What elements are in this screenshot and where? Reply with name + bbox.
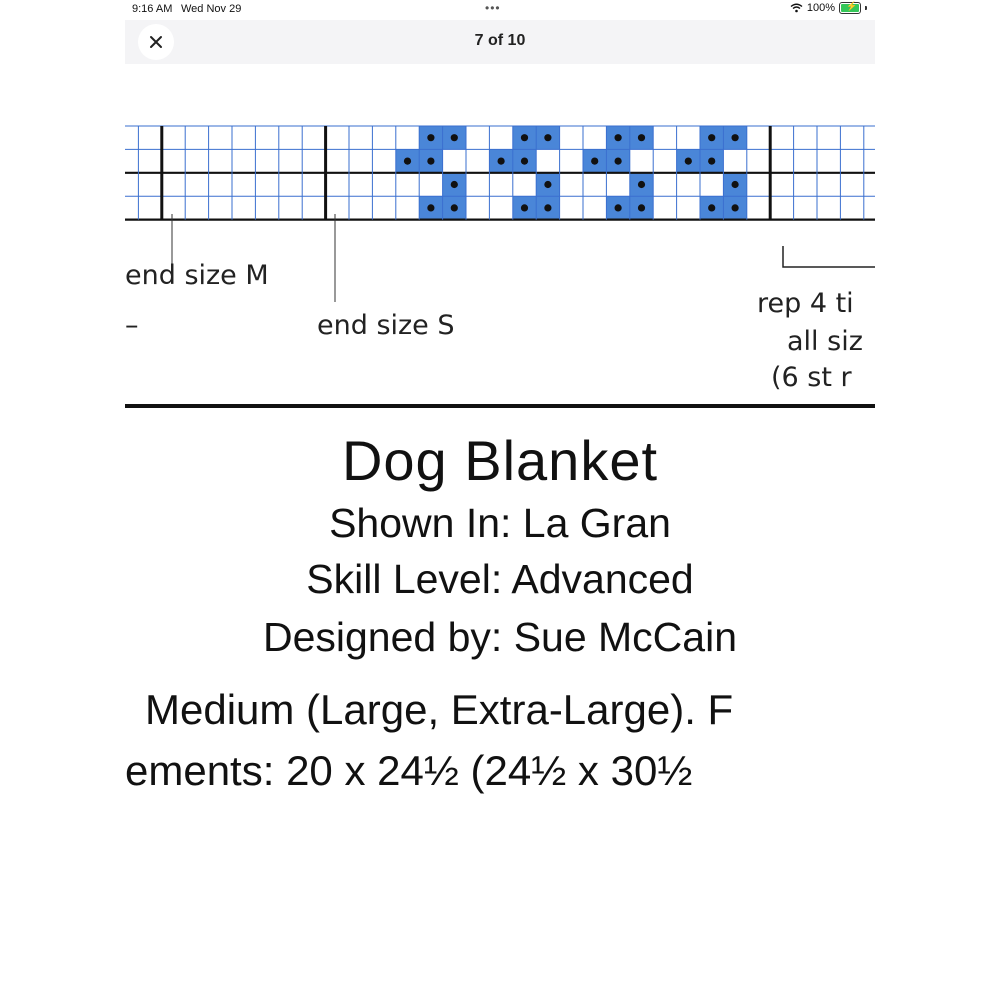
measurements-line: ements: 20 x 24½ (24½ x 30½	[125, 747, 693, 794]
status-date: Wed Nov 29	[181, 3, 242, 15]
status-time: 9:16 AM	[132, 3, 173, 15]
stitch-dot	[732, 181, 739, 188]
stitch-dot	[638, 134, 645, 141]
stitch-dot	[615, 204, 622, 211]
stitch-dot	[427, 134, 434, 141]
stitch-dot	[521, 134, 528, 141]
wifi-icon	[790, 3, 803, 13]
battery-percent: 100%	[806, 2, 835, 14]
viewer-header	[125, 20, 875, 64]
document-page[interactable]	[125, 64, 875, 1000]
app-frame	[125, 0, 875, 1000]
stitch-dot	[685, 158, 692, 165]
stitch-dot	[451, 181, 458, 188]
label-repeat-line-1: rep 4 ti	[757, 288, 854, 319]
stitch-dot	[544, 134, 551, 141]
stitch-dot	[427, 158, 434, 165]
stitch-dot	[732, 204, 739, 211]
multitasking-dots-icon[interactable]: •••	[485, 1, 501, 15]
stitch-dot	[615, 158, 622, 165]
stitch-dot	[708, 158, 715, 165]
label-repeat-line-2: all siz	[787, 326, 863, 357]
stitch-dot	[521, 158, 528, 165]
battery-tip	[865, 6, 867, 10]
designed-by: Designed by: Sue McCain	[262, 614, 738, 660]
stitch-dot	[615, 134, 622, 141]
label-end-size-s: end size S	[317, 310, 455, 341]
stitch-dot	[427, 204, 434, 211]
battery-charging-icon: ⚡	[839, 2, 861, 14]
status-bar	[125, 0, 875, 20]
stitch-dot	[732, 134, 739, 141]
label-repeat-line-3: (6 st r	[771, 362, 852, 393]
stitch-dot	[544, 204, 551, 211]
pattern-title: Dog Blanket	[341, 429, 659, 492]
stitch-dot	[708, 134, 715, 141]
label-end-size-m: end size M	[125, 260, 269, 291]
stitch-dot	[498, 158, 505, 165]
stitch-dot	[544, 181, 551, 188]
stitch-dot	[591, 158, 598, 165]
page-counter: 7 of 10	[474, 32, 526, 49]
skill-level: Skill Level: Advanced	[306, 556, 694, 602]
stitch-dot	[404, 158, 411, 165]
stitch-dot	[638, 181, 645, 188]
stitch-dot	[708, 204, 715, 211]
stitch-dot	[451, 134, 458, 141]
sizes-line: Medium (Large, Extra-Large). F	[145, 686, 734, 733]
status-right	[790, 2, 867, 14]
stitch-dot	[638, 204, 645, 211]
stitch-dot	[521, 204, 528, 211]
shown-in: Shown In: La Gran	[329, 500, 671, 546]
label-dash: –	[125, 310, 139, 341]
stitch-dot	[451, 204, 458, 211]
